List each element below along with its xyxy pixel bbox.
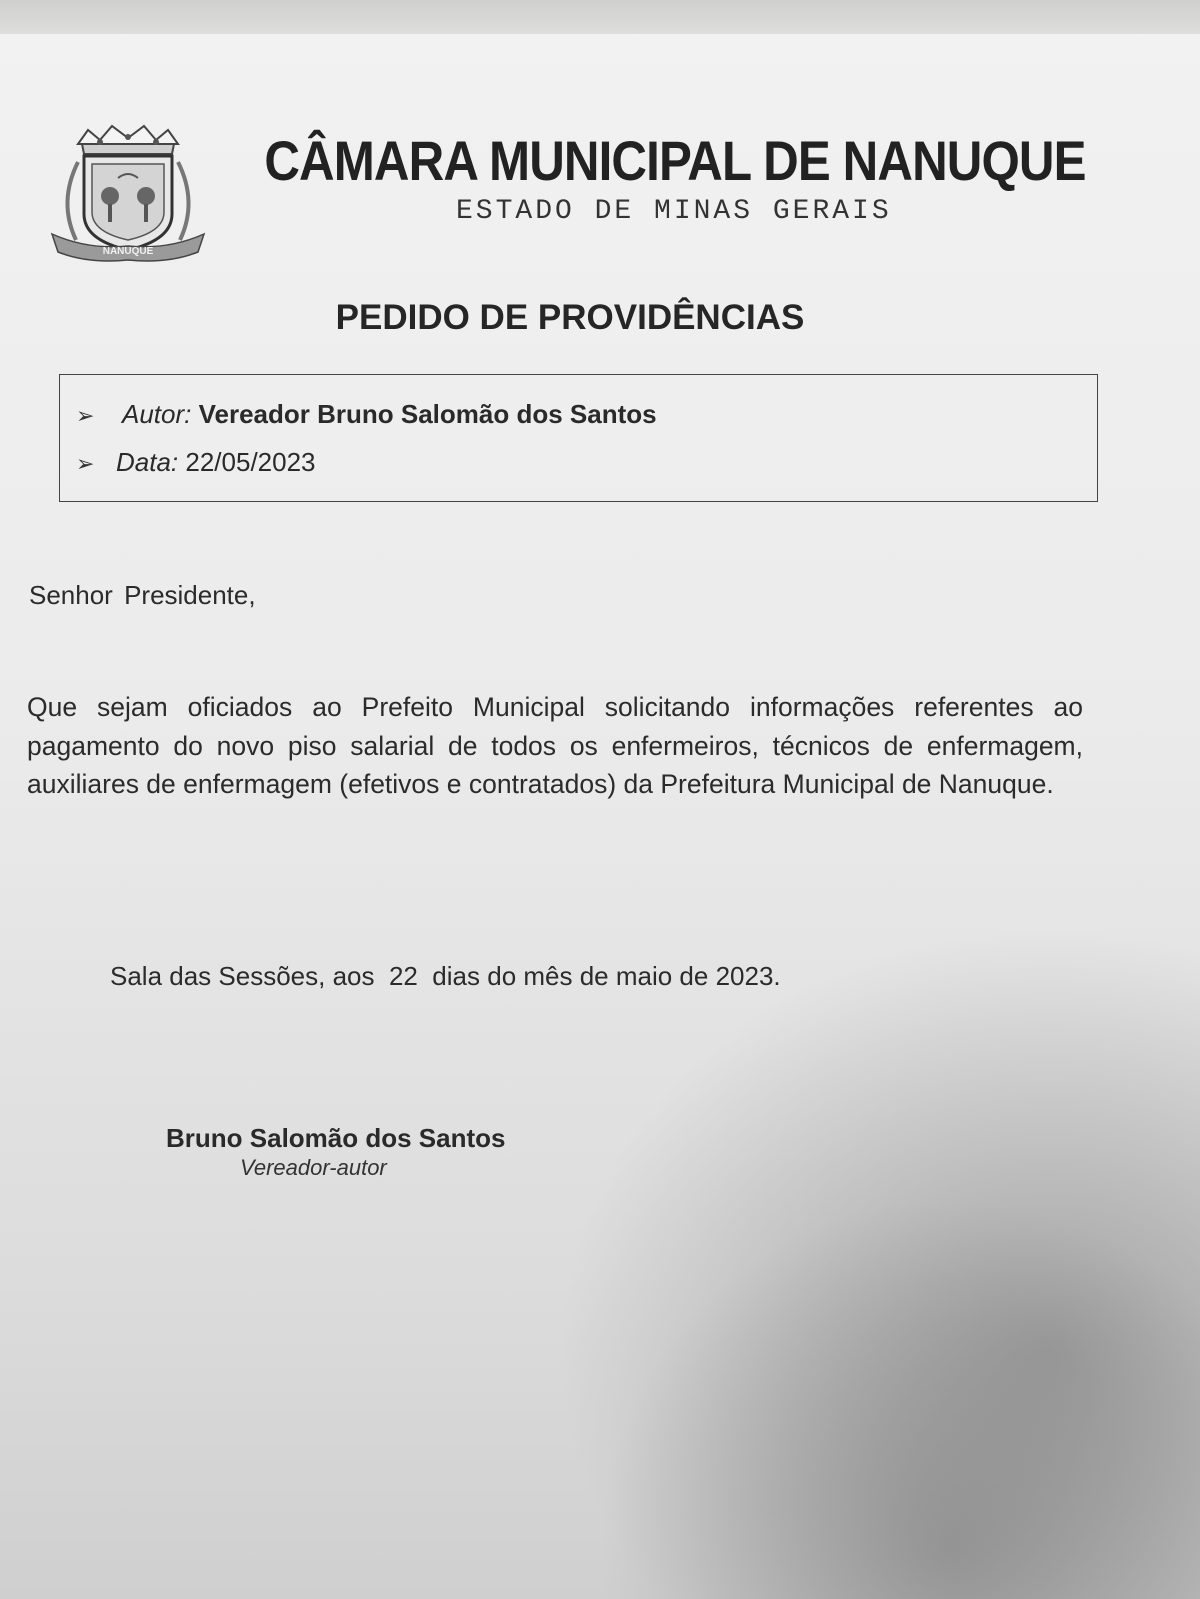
institution-subtitle: ESTADO DE MINAS GERAIS: [456, 196, 892, 227]
closing-line: Sala das Sessões, aos 22 dias do mês de maio de 2023.: [110, 961, 781, 991]
date-value: 22/05/2023: [185, 447, 316, 477]
author-row: [76, 399, 657, 430]
scan-top-edge: [0, 0, 1200, 34]
salutation: Senhor Presidente,: [29, 580, 256, 610]
signature-role: Vereador-autor: [240, 1155, 387, 1180]
signature-name: Bruno Salomão dos Santos: [166, 1123, 506, 1153]
crest-ribbon-text: NANUQUE: [102, 246, 154, 257]
request-body: Que sejam oficiados ao Prefeito Municipal solicitando informações referentes ao pagamento do novo piso salarial de todos os enfermeiros, técnicos de enfermagem, auxiliares de enfermagem (efetivos e contratados) da Prefeitura Municipal de Nanuque.: [27, 692, 1083, 799]
document-title: PEDIDO DE PROVIDÊNCIAS: [335, 298, 805, 337]
date-row: [76, 447, 316, 478]
arrow-bullet-icon: ➢: [76, 451, 95, 476]
date-label: Data:: [116, 447, 179, 477]
author-value: Vereador Bruno Salomão dos Santos: [198, 399, 657, 429]
institution-title: CÂMARA MUNICIPAL DE NANUQUE: [264, 129, 1086, 192]
info-box: [59, 374, 1098, 502]
arrow-bullet-icon: ➢: [76, 403, 95, 428]
author-label: Autor:: [122, 399, 192, 429]
